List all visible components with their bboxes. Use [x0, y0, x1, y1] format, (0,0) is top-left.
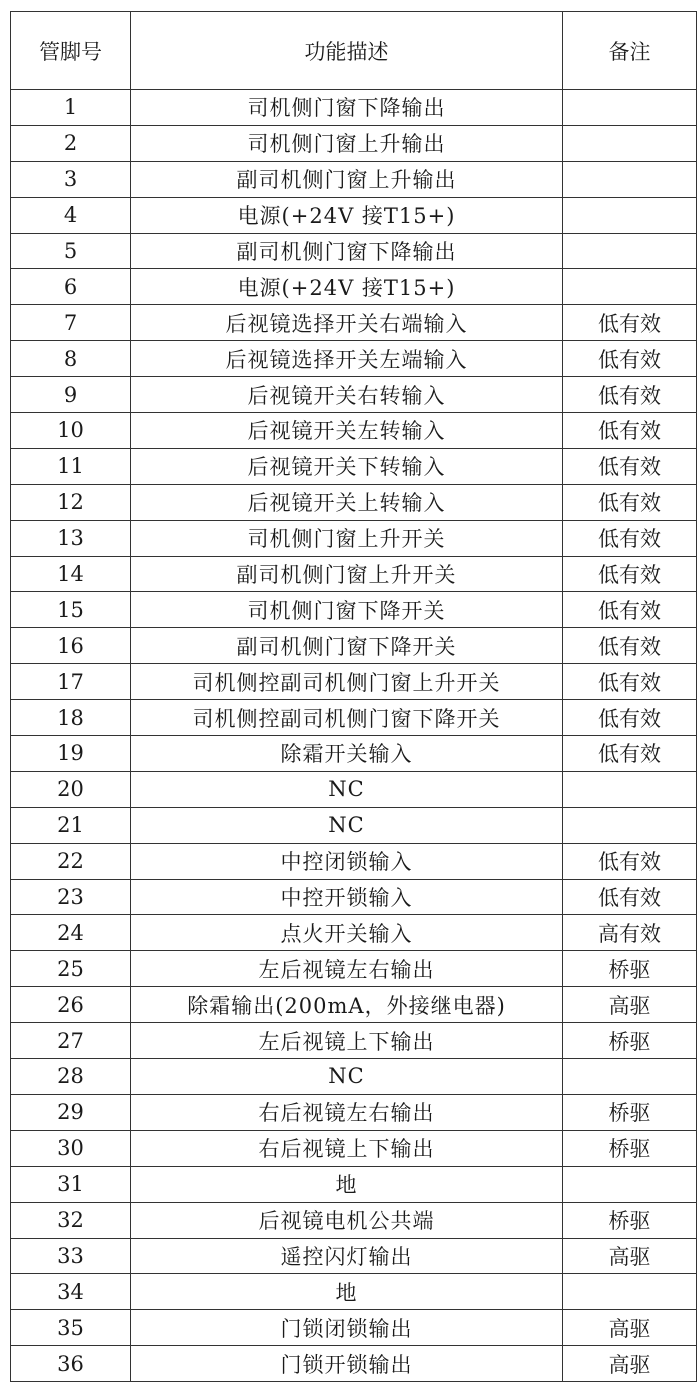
note-cell: 桥驱: [563, 1094, 697, 1130]
description-cell: 副司机侧门窗上升输出: [131, 161, 563, 197]
description-cell: 右后视镜上下输出: [131, 1130, 563, 1166]
description-cell: NC: [131, 771, 563, 807]
table-row: [11, 1023, 697, 1059]
note-cell: [563, 269, 697, 305]
pin-cell: 7: [11, 305, 131, 341]
table-row: [11, 1274, 697, 1310]
description-cell: 司机侧门窗下降开关: [131, 592, 563, 628]
pin-cell: 26: [11, 987, 131, 1023]
note-cell: 桥驱: [563, 1023, 697, 1059]
pin-cell: 34: [11, 1274, 131, 1310]
description-cell: 左后视镜上下输出: [131, 1023, 563, 1059]
table-body: [11, 90, 697, 1382]
pin-cell: 9: [11, 377, 131, 413]
description-cell: 中控开锁输入: [131, 879, 563, 915]
table-row: [11, 305, 697, 341]
table-row: [11, 1310, 697, 1346]
pin-cell: 1: [11, 90, 131, 126]
note-cell: 高驱: [563, 1310, 697, 1346]
table-row: [11, 807, 697, 843]
note-cell: [563, 161, 697, 197]
note-cell: 低有效: [563, 520, 697, 556]
table-row: [11, 987, 697, 1023]
description-cell: 地: [131, 1274, 563, 1310]
description-cell: 司机侧门窗上升开关: [131, 520, 563, 556]
table-row: [11, 125, 697, 161]
pin-cell: 20: [11, 771, 131, 807]
table-row: [11, 556, 697, 592]
table-row: [11, 1059, 697, 1095]
header-desc: 功能描述: [131, 12, 563, 90]
note-cell: 低有效: [563, 664, 697, 700]
note-cell: [563, 771, 697, 807]
table-row: [11, 951, 697, 987]
table-row: [11, 1346, 697, 1382]
note-cell: [563, 125, 697, 161]
pin-table: [10, 11, 697, 1382]
table-row: [11, 484, 697, 520]
pin-cell: 27: [11, 1023, 131, 1059]
table-row: [11, 771, 697, 807]
pin-cell: 35: [11, 1310, 131, 1346]
note-cell: [563, 233, 697, 269]
note-cell: [563, 1059, 697, 1095]
note-cell: 高驱: [563, 1346, 697, 1382]
description-cell: 点火开关输入: [131, 915, 563, 951]
description-cell: 门锁开锁输出: [131, 1346, 563, 1382]
description-cell: 副司机侧门窗下降开关: [131, 628, 563, 664]
note-cell: [563, 807, 697, 843]
pin-cell: 11: [11, 448, 131, 484]
pin-cell: 3: [11, 161, 131, 197]
table-row: [11, 843, 697, 879]
description-cell: 后视镜开关下转输入: [131, 448, 563, 484]
table-row: [11, 879, 697, 915]
pin-cell: 29: [11, 1094, 131, 1130]
table-row: [11, 520, 697, 556]
description-cell: 副司机侧门窗上升开关: [131, 556, 563, 592]
pin-cell: 32: [11, 1202, 131, 1238]
table-row: [11, 1238, 697, 1274]
pin-cell: 24: [11, 915, 131, 951]
description-cell: 电源(+24V 接T15+): [131, 269, 563, 305]
header-row: [11, 12, 697, 90]
description-cell: 司机侧控副司机侧门窗上升开关: [131, 664, 563, 700]
description-cell: 遥控闪灯输出: [131, 1238, 563, 1274]
table-row: [11, 628, 697, 664]
pin-cell: 17: [11, 664, 131, 700]
table-row: [11, 1166, 697, 1202]
pin-cell: 28: [11, 1059, 131, 1095]
pin-cell: 36: [11, 1346, 131, 1382]
note-cell: 高驱: [563, 987, 697, 1023]
note-cell: [563, 1274, 697, 1310]
pin-cell: 19: [11, 736, 131, 772]
note-cell: 低有效: [563, 413, 697, 449]
table-row: [11, 1130, 697, 1166]
description-cell: 后视镜选择开关左端输入: [131, 341, 563, 377]
pin-cell: 6: [11, 269, 131, 305]
description-cell: NC: [131, 1059, 563, 1095]
description-cell: 司机侧门窗上升输出: [131, 125, 563, 161]
note-cell: 桥驱: [563, 1130, 697, 1166]
note-cell: [563, 197, 697, 233]
table-row: [11, 664, 697, 700]
pin-cell: 31: [11, 1166, 131, 1202]
table-row: [11, 592, 697, 628]
table-row: [11, 1202, 697, 1238]
table-row: [11, 269, 697, 305]
table-row: [11, 341, 697, 377]
description-cell: 后视镜电机公共端: [131, 1202, 563, 1238]
note-cell: 低有效: [563, 305, 697, 341]
note-cell: 低有效: [563, 628, 697, 664]
description-cell: 地: [131, 1166, 563, 1202]
pin-cell: 14: [11, 556, 131, 592]
pin-cell: 15: [11, 592, 131, 628]
note-cell: 低有效: [563, 700, 697, 736]
description-cell: 右后视镜左右输出: [131, 1094, 563, 1130]
description-cell: 后视镜开关右转输入: [131, 377, 563, 413]
table-row: [11, 700, 697, 736]
note-cell: 低有效: [563, 879, 697, 915]
note-cell: 高驱: [563, 1238, 697, 1274]
description-cell: 电源(+24V 接T15+): [131, 197, 563, 233]
pin-cell: 4: [11, 197, 131, 233]
pin-cell: 21: [11, 807, 131, 843]
description-cell: 除霜输出(200mA，外接继电器): [131, 987, 563, 1023]
table-row: [11, 1094, 697, 1130]
description-cell: 门锁闭锁输出: [131, 1310, 563, 1346]
note-cell: 低有效: [563, 484, 697, 520]
pin-cell: 23: [11, 879, 131, 915]
description-cell: 副司机侧门窗下降输出: [131, 233, 563, 269]
note-cell: 低有效: [563, 736, 697, 772]
table-row: [11, 413, 697, 449]
description-cell: 除霜开关输入: [131, 736, 563, 772]
description-cell: 司机侧门窗下降输出: [131, 90, 563, 126]
note-cell: [563, 90, 697, 126]
note-cell: 低有效: [563, 592, 697, 628]
note-cell: 低有效: [563, 341, 697, 377]
pin-cell: 12: [11, 484, 131, 520]
pin-cell: 33: [11, 1238, 131, 1274]
header-note: 备注: [563, 12, 697, 90]
table-row: [11, 197, 697, 233]
pin-cell: 2: [11, 125, 131, 161]
pin-cell: 18: [11, 700, 131, 736]
table-row: [11, 90, 697, 126]
note-cell: 桥驱: [563, 951, 697, 987]
note-cell: 桥驱: [563, 1202, 697, 1238]
table-row: [11, 377, 697, 413]
pin-cell: 30: [11, 1130, 131, 1166]
description-cell: 后视镜开关上转输入: [131, 484, 563, 520]
header-pin: 管脚号: [11, 12, 131, 90]
note-cell: 低有效: [563, 843, 697, 879]
table-row: [11, 161, 697, 197]
description-cell: 后视镜开关左转输入: [131, 413, 563, 449]
table-row: [11, 448, 697, 484]
table-row: [11, 233, 697, 269]
table-row: [11, 915, 697, 951]
description-cell: 中控闭锁输入: [131, 843, 563, 879]
description-cell: NC: [131, 807, 563, 843]
description-cell: 左后视镜左右输出: [131, 951, 563, 987]
note-cell: 低有效: [563, 448, 697, 484]
pin-cell: 25: [11, 951, 131, 987]
table-row: [11, 736, 697, 772]
pin-cell: 22: [11, 843, 131, 879]
pin-cell: 8: [11, 341, 131, 377]
pin-cell: 10: [11, 413, 131, 449]
note-cell: 高有效: [563, 915, 697, 951]
note-cell: 低有效: [563, 377, 697, 413]
description-cell: 后视镜选择开关右端输入: [131, 305, 563, 341]
note-cell: [563, 1166, 697, 1202]
description-cell: 司机侧控副司机侧门窗下降开关: [131, 700, 563, 736]
pin-cell: 13: [11, 520, 131, 556]
pin-cell: 16: [11, 628, 131, 664]
note-cell: 低有效: [563, 556, 697, 592]
pin-cell: 5: [11, 233, 131, 269]
